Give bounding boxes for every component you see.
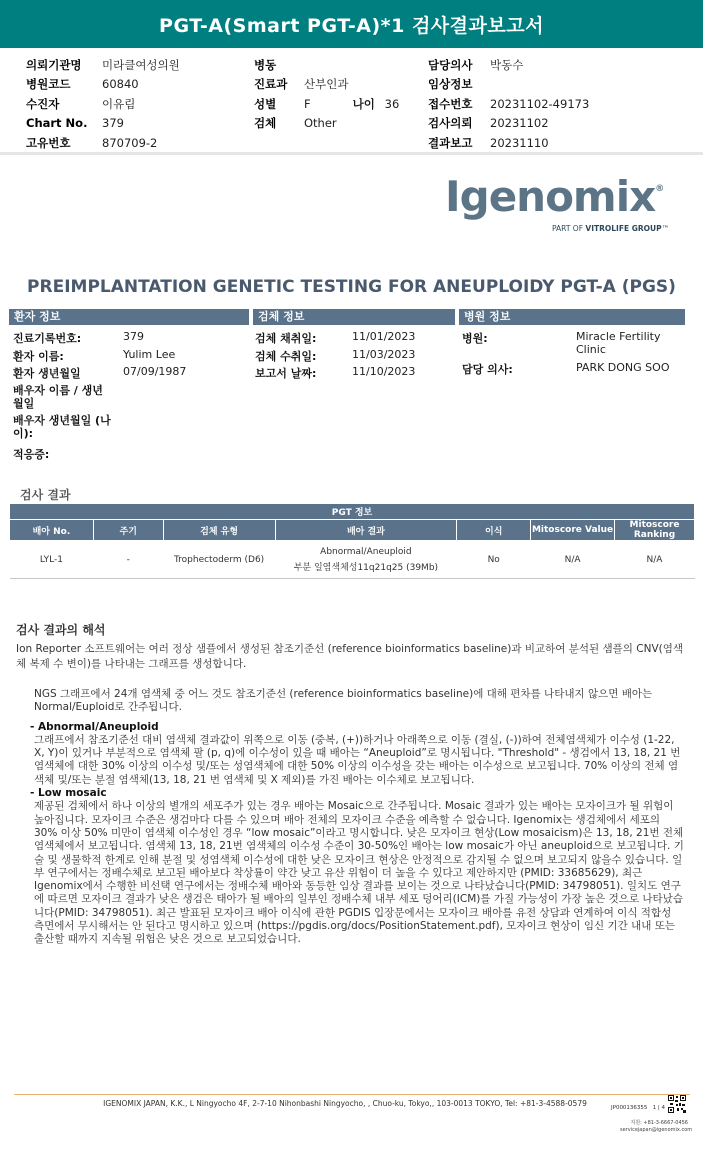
info-value: Miracle Fertility Clinic <box>576 330 661 356</box>
cell-transfer: No <box>457 541 531 579</box>
field-label: 고유번호 <box>26 135 71 150</box>
low-mosaic-heading: - Low mosaic <box>30 787 107 800</box>
info-label: 병원: <box>462 332 488 345</box>
field-label: 결과보고 <box>428 135 473 150</box>
column-header: 이식 <box>457 520 531 541</box>
footer-contact <box>620 1120 693 1134</box>
cell-embryo: LYL-1 <box>10 541 94 579</box>
info-label: 환자 이름: <box>13 350 64 363</box>
table-row <box>10 541 695 579</box>
patient-section-header: 환자 정보 <box>9 309 249 325</box>
field-label: 병원코드 <box>26 77 71 92</box>
logo-text: Igenomix <box>445 172 656 221</box>
info-value: PARK DONG SOO <box>576 361 670 374</box>
interpretation-intro: Ion Reporter 소프트웨어는 여러 정상 샘플에서 생성된 참조기준선 (reference bioinformatics baseline)과 비교하여 분석된 샘플의 CNV(염색체 복제 수 변이)를 나타내는 그래프를 생성합니다. <box>16 643 684 670</box>
age-value: 36 <box>384 96 400 111</box>
contact-phone: +81-3-6667-0456 <box>643 1120 688 1126</box>
info-label: 환자 생년월일 <box>13 367 81 380</box>
header-field <box>254 94 399 114</box>
header-field <box>428 133 589 153</box>
field-label: 담당의사 <box>428 57 473 72</box>
igenomix-logo <box>445 172 663 221</box>
cell-mito-value: N/A <box>531 541 615 579</box>
field-value: 870709-2 <box>102 135 158 150</box>
field-value: F <box>304 96 311 111</box>
euploid-paragraph: NGS 그래프에서 24개 염색체 중 어느 것도 참조기준선 (reference bioinformatics baseline)에 대해 편차를 나타내지 않으면 배아는 Normal/Euploid로 간주됩니다. <box>34 688 653 714</box>
field-label: 진료과 <box>254 77 288 92</box>
field-label: Chart No. <box>26 116 88 131</box>
header-field <box>26 114 180 134</box>
age-label: 나이 <box>352 96 375 111</box>
field-label: 임상정보 <box>428 77 473 92</box>
field-value: 20231102 <box>490 116 549 131</box>
header-column-2 <box>254 55 399 133</box>
info-label: 진료기록번호: <box>13 332 82 345</box>
field-value: 이유림 <box>102 96 136 111</box>
divider <box>0 152 703 155</box>
report-title: PGT-A(Smart PGT-A)*1 검사결과보고서 <box>0 0 703 48</box>
header-field <box>254 75 399 95</box>
info-label: 검체 채취일: <box>255 332 317 345</box>
column-header: 검체 유형 <box>163 520 275 541</box>
cell-type: Trophectoderm (D6) <box>163 541 275 579</box>
contact-label: 지원: <box>630 1120 642 1126</box>
header-column-1 <box>26 55 180 153</box>
column-header: Mitoscore Ranking <box>615 520 695 541</box>
logo-reg-mark: ® <box>655 184 664 194</box>
column-header: 배아 No. <box>10 520 94 541</box>
column-header: 주기 <box>93 520 163 541</box>
tagline-prefix: PART OF <box>552 224 586 233</box>
group-header: PGT 정보 <box>10 504 695 520</box>
header-field <box>26 133 180 153</box>
info-value: Yulim Lee <box>123 348 176 361</box>
results-heading: 검사 결과 <box>20 488 71 502</box>
logo-tagline <box>552 224 669 233</box>
pgt-results-table <box>9 503 695 579</box>
field-value: 미라클여성의원 <box>102 57 180 72</box>
interpretation-heading: 검사 결과의 해석 <box>16 623 106 637</box>
footer-address: IGENOMIX JAPAN, K.K., L Ningyocho 4F, 2-7-10 Nihonbashi Ningyocho, , Chuo-ku, Tokyo,, 103-0013 TOKYO, Tel: +81-3-4588-0579 <box>103 1099 587 1108</box>
info-label: 담당 의사: <box>462 363 513 376</box>
header-field <box>428 75 589 95</box>
cell-cycle: - <box>93 541 163 579</box>
aneuploid-paragraph: 그래프에서 참조기준선 대비 염색체 결과값이 위쪽으로 이동 (중복, (+))하거나 아래쪽으로 이동 (결실, (-))하여 전체염색체가 이수성 (1-22, X, Y)이 있거나 부분적으로 염색체 팔 (p, q)에 이수성이 있을 때 배아는 “Aneuploid”로 명시됩니다. "Threshold" - 생검에서 13, 18, 21 번 염색체에 대한 30% 이상의 이수성 및/또는 성염색체에 대한 50% 이상의 이수성을 갖는 배아는 이수성으로 보고됩니다. 70% 이상의 전체 염색체 및/또는 분절 염색체(13, 18, 21 번 염색체 및 X 제외)를 가진 배아는 이수체로 보고됩니다. <box>34 733 681 786</box>
field-value: 20231110 <box>490 135 549 150</box>
footer-divider <box>14 1094 690 1095</box>
result-status: Abnormal/Aneuploid <box>320 546 412 557</box>
info-label: 배우자 생년월일 (나이): <box>13 414 111 440</box>
info-value: 379 <box>123 330 144 343</box>
header-column-3 <box>428 55 589 153</box>
document-id <box>611 1105 665 1111</box>
column-header: 배아 결과 <box>275 520 457 541</box>
contact-phone-line <box>620 1120 688 1127</box>
doc-id-text: JP000136355 <box>611 1105 648 1111</box>
hospital-section-header: 병원 정보 <box>459 309 685 325</box>
aneuploid-heading: - Abnormal/Aneuploid <box>30 720 159 733</box>
field-value: 박동수 <box>490 57 524 72</box>
table-header-row <box>10 520 695 541</box>
table-group-header-row <box>10 504 695 520</box>
header-field <box>26 55 180 75</box>
interpretation-body <box>30 688 684 947</box>
field-label: 병동 <box>254 57 277 72</box>
result-detail: 부분 일염색체성11q21q25 (39Mb) <box>293 562 439 573</box>
field-label: 검사의뢰 <box>428 116 473 131</box>
page-number: 1 | 4 <box>652 1105 666 1111</box>
field-value: 20231102-49173 <box>490 96 590 111</box>
header-field <box>254 55 399 75</box>
specimen-section-header: 검체 정보 <box>253 309 455 325</box>
info-value: 11/10/2023 <box>352 365 416 378</box>
field-label: 성별 <box>254 96 277 111</box>
info-label: 배우자 이름 / 생년월일 <box>13 384 103 410</box>
field-value: 379 <box>102 116 124 131</box>
tagline-tm: ™ <box>661 224 670 233</box>
cell-result <box>275 541 457 579</box>
header-field <box>254 114 399 134</box>
tagline-brand: VITROLIFE GROUP <box>585 224 662 233</box>
field-value: 산부인과 <box>304 77 349 92</box>
info-value: 11/01/2023 <box>352 330 416 343</box>
column-header: Mitoscore Value <box>531 520 615 541</box>
document-title: PREIMPLANTATION GENETIC TESTING FOR ANEUPLOIDY PGT-A (PGS) <box>27 277 676 297</box>
info-label: 적응증: <box>13 448 50 461</box>
low-mosaic-paragraph: 제공된 검체에서 하나 이상의 별개의 세포주가 있는 경우 배아는 Mosaic으로 간주됩니다. Mosaic 결과가 있는 배아는 모자이크가 될 위험이 높아집니다. 모자이크 수준은 생검마다 다를 수 있으며 배아 전체의 모자이크 수준을 예측할 수 없습니다. Igenomix는 생검체에서 세포의 30% 이상 50% 미만이 염색체 이수성인 경우 “low mosaic”이라고 명시합니다. 낮은 모자이크 현상(Low mosaicism)은 13, 18, 21번 전체 염색체에서 보고됩니다. 염색체 13, 18, 21번 염색체의 이수성 수준이 30-50%인 배아는 low mosaic가 아닌 aneuploid으로 보고됩니다. 기술 및 생물학적 한계로 인해 분절 및 성염색체 이수성에 대한 낮은 모자이크 현상은 안정적으로 감지될 수 없으며 보고되지 않을수 있습니다. 일부 연구에서는 정배수체로 보고된 배아보다 착상률이 약간 낮고 유산 위험이 더 높을 수 있다고 제안하지만 (PMID: 33685629), 최근 Igenomix에서 수행한 비선택 연구에서는 정배수체 배아와 동등한 임상 결과를 보이는 것으로 나타났습니다(PMID: 34798051). 일치도 연구에 따르면 모자이크 결과가 낮은 생검은 태아가 될 배아의 일부인 정배수체 내부 세포 덩어리(ICM)를 가질 가능성이 가장 높은 것으로 나타났습니다(PMID: 34798051). 최근 발표된 모자이크 배아 이식에 관한 PGDIS 입장문에서는 모자이크 배아를 유전 상담과 연계하여 이식 적합성 측면에서 무시해서는 안 된다고 명시하고 있으며 (https://pgdis.org/docs/PositionStatement.pdf), 모자이크 현상이 임신 기간 내내 또는 출산할 때까지 지속될 위험은 낮은 것으로 보고되었습니다. <box>34 800 684 946</box>
contact-email[interactable]: servicejapan@igenomix.com <box>620 1127 693 1133</box>
header-field <box>26 75 180 95</box>
qr-code-icon <box>668 1095 686 1113</box>
cell-mito-ranking: N/A <box>615 541 695 579</box>
info-value: 11/03/2023 <box>352 348 416 361</box>
header-field <box>428 94 589 114</box>
field-value: Other <box>304 116 337 131</box>
field-label: 의뢰기관명 <box>26 57 82 72</box>
info-label: 보고서 날짜: <box>255 367 317 380</box>
header-field <box>428 55 589 75</box>
field-label: 수진자 <box>26 96 60 111</box>
field-value: 60840 <box>102 77 139 92</box>
field-label: 접수번호 <box>428 96 473 111</box>
info-value: 07/09/1987 <box>123 365 187 378</box>
info-label: 검체 수취일: <box>255 350 317 363</box>
field-label: 검체 <box>254 116 277 131</box>
header-field <box>26 94 180 114</box>
header-field <box>428 114 589 134</box>
